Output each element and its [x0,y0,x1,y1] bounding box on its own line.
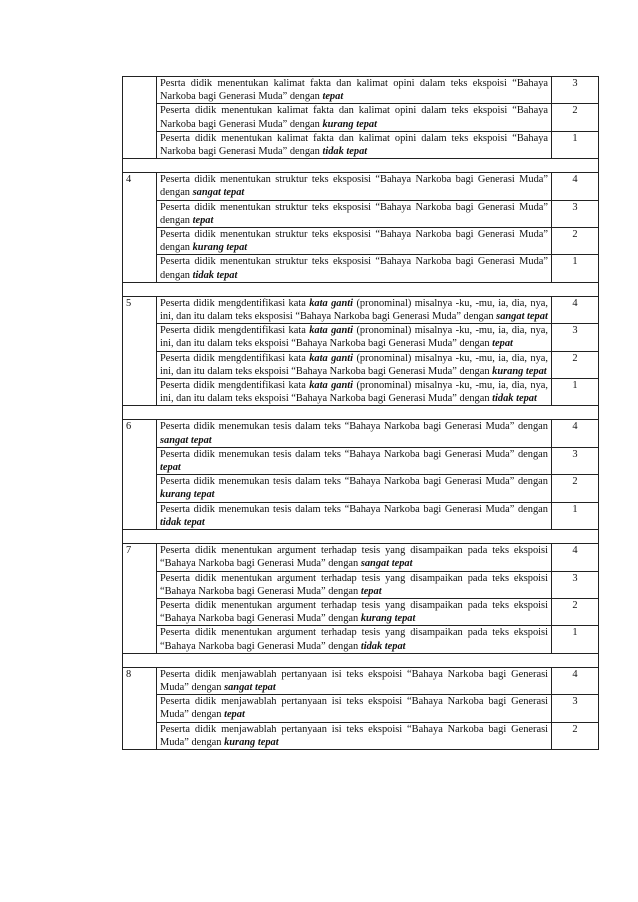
score-cell: 4 [552,173,599,200]
table-row [123,379,599,406]
criterion-level: tepat [322,91,344,103]
item-number [123,77,157,159]
criterion-text: Peserta didik menentukan struktur teks eksposisi “Bahaya Narkoba bagi Generasi Muda” dengan [160,174,548,199]
criterion-text: Peserta didik menentukan struktur teks eksposisi “Bahaya Narkoba bagi Generasi Muda” dengan [160,229,548,254]
criterion-text: Peserta didik menentukan argument terhadap tesis yang disampaikan pada teks ekspoisi “Bahaya Narkoba bagi Generasi Muda” dengan [160,627,548,652]
item-number: 4 [123,173,157,283]
criterion-level: tepat [160,462,181,474]
score-cell: 1 [552,626,599,653]
criterion-keyword: kata ganti [309,297,354,309]
table-row [123,228,599,255]
criterion-text: Peserta didik mengdentifikasi kata [160,297,310,309]
score-cell: 2 [552,722,599,749]
rubric-body [123,77,599,750]
criterion-keyword: kata ganti [309,352,354,364]
criterion-keyword: kata ganti [309,380,354,392]
criterion-text: Peserta didik menjawablah pertanyaan isi teks ekspoisi “Bahaya Narkoba bagi Generasi Muda” dengan [160,668,548,693]
criterion-text: Peserta didik menemukan tesis dalam teks “Bahaya Narkoba bagi Generasi Muda” dengan [160,448,548,460]
criterion-level: tidak tepat [160,516,205,528]
criterion-text: Peserta didik menentukan argument terhadap tesis yang disampaikan pada teks ekspoisi “Bahaya Narkoba bagi Generasi Muda” dengan [160,545,548,570]
table-row [123,296,599,323]
criterion-text: Peserta didik menentukan kalimat fakta dan kalimat opini dalam teks ekspoisi “Bahaya Narkoba bagi Generasi Muda” dengan [160,105,548,130]
criterion-text: Peserta didik menentukan argument terhadap tesis yang disampaikan pada teks ekspoisi “Bahaya Narkoba bagi Generasi Muda” dengan [160,599,548,625]
group-spacer-row [123,406,599,420]
criterion-description [157,722,552,749]
score-cell: 3 [552,447,599,474]
item-number: 6 [123,420,157,530]
criterion-level: sangat tepat [496,311,548,323]
criterion-text: Peserta didik menjawablah pertanyaan isi teks ekspoisi “Bahaya Narkoba bagi Generasi Muda” dengan [160,723,548,748]
criterion-level: tepat [492,338,513,350]
group-spacer-row [123,282,599,296]
table-row [123,131,599,158]
table-row [123,104,599,131]
criterion-level: tidak tepat [322,146,368,158]
criterion-level: sangat tepat [360,558,413,570]
criterion-text-cont: (pronominal) misalnya -ku, -mu, ia, dia, nya, ini, dan itu dalam teks eksposisi “Bahaya Narkoba bagi Generasi Muda” dengan [160,297,548,323]
criterion-level: tepat [224,709,245,721]
criterion-text: Peserta didik menemukan tesis dalam teks “Bahaya Narkoba bagi Generasi Muda” dengan [160,421,548,433]
criterion-description [157,173,552,200]
criterion-description [157,200,552,227]
criterion-text: Peserta didik menemukan tesis dalam teks “Bahaya Narkoba bagi Generasi Muda” dengan [160,503,548,515]
spacer-cell [123,282,599,296]
criterion-level: tepat [360,585,382,597]
criterion-description [157,351,552,378]
table-row [123,544,599,571]
table-row [123,200,599,227]
score-cell: 1 [552,255,599,282]
rubric-table [122,76,599,750]
criterion-description [157,667,552,694]
group-spacer-row [123,530,599,544]
score-cell: 2 [552,228,599,255]
criterion-text-cont: (pronominal) misalnya -ku, -mu, ia, dia, nya, ini, dan itu dalam teks ekspoisi “Bahaya Narkoba bagi Generasi Muda” dengan [160,352,548,377]
criterion-text: Peserta didik menemukan tesis dalam teks “Bahaya Narkoba bagi Generasi Muda” dengan [160,476,548,488]
criterion-description [157,296,552,323]
item-number: 5 [123,296,157,406]
criterion-description [157,104,552,131]
score-cell: 4 [552,296,599,323]
item-number: 7 [123,544,157,654]
score-cell: 1 [552,502,599,529]
table-row [123,351,599,378]
criterion-text-cont: (pronominal) misalnya -ku, -mu, ia, dia, nya, ini, dan itu dalam teks ekspoisi “Bahaya Narkoba bagi Generasi Muda” dengan [160,325,548,350]
score-cell: 3 [552,571,599,598]
criterion-description [157,324,552,351]
criterion-level: sangat tepat [192,187,245,199]
criterion-description [157,420,552,447]
criterion-text-cont: (pronominal) misalnya -ku, -mu, ia, dia, nya, ini, dan itu dalam teks ekspoisi “Bahaya Narkoba bagi Generasi Muda” dengan [160,380,548,405]
criterion-description [157,447,552,474]
group-spacer-row [123,653,599,667]
table-row [123,667,599,694]
score-cell: 3 [552,695,599,722]
table-row [123,626,599,653]
score-cell: 4 [552,544,599,571]
table-row [123,420,599,447]
table-row [123,475,599,502]
criterion-description [157,379,552,406]
score-cell: 1 [552,131,599,158]
criterion-text: Peserta didik mengdentifikasi kata [160,352,310,364]
criterion-level: tidak tepat [360,640,406,652]
spacer-cell [123,159,599,173]
spacer-cell [123,653,599,667]
criterion-level: sangat tepat [160,434,212,446]
score-cell: 3 [552,324,599,351]
criterion-level: kurang tepat [492,365,547,377]
criterion-description [157,502,552,529]
table-row [123,77,599,104]
criterion-level: kurang tepat [160,489,215,501]
table-row [123,695,599,722]
table-row [123,502,599,529]
criterion-description [157,475,552,502]
table-row [123,255,599,282]
table-row [123,173,599,200]
criterion-description [157,626,552,653]
criterion-keyword: kata ganti [309,325,354,337]
criterion-level: tepat [192,214,214,226]
criterion-text: Pesrta didik menentukan kalimat fakta dan kalimat opini dalam teks ekspoisi “Bahaya Narkoba bagi Generasi Muda” dengan [160,78,548,103]
criterion-level: kurang tepat [192,242,248,254]
criterion-text: Peserta didik menentukan argument terhadap tesis yang disampaikan pada teks ekspoisi “Bahaya Narkoba bagi Generasi Muda” dengan [160,572,548,597]
score-cell: 2 [552,351,599,378]
criterion-level: kurang tepat [224,736,279,748]
criterion-level: tidak tepat [492,393,537,405]
table-row [123,324,599,351]
criterion-level: kurang tepat [322,118,377,130]
criterion-description [157,544,552,571]
criterion-text: Peserta didik menentukan struktur teks eksposisi “Bahaya Narkoba bagi Generasi Muda” dengan [160,201,548,226]
criterion-description [157,695,552,722]
table-row [123,447,599,474]
criterion-text: Peserta didik mengdentifikasi kata [160,325,310,337]
item-number: 8 [123,667,157,749]
criterion-description [157,571,552,598]
score-cell: 1 [552,379,599,406]
table-row [123,722,599,749]
criterion-description [157,255,552,282]
score-cell: 3 [552,200,599,227]
criterion-description [157,131,552,158]
score-cell: 2 [552,475,599,502]
score-cell: 3 [552,77,599,104]
criterion-level: kurang tepat [360,613,416,625]
score-cell: 4 [552,420,599,447]
criterion-text: Peserta didik menentukan struktur teks eksposisi “Bahaya Narkoba bagi Generasi Muda” dengan [160,256,548,281]
criterion-description [157,228,552,255]
criterion-text: Peserta didik menentukan kalimat fakta dan kalimat opini dalam teks ekspoisi “Bahaya Narkoba bagi Generasi Muda” dengan [160,132,548,158]
criterion-level: sangat tepat [224,681,276,693]
criterion-text: Peserta didik mengdentifikasi kata [160,380,310,392]
spacer-cell [123,530,599,544]
spacer-cell [123,406,599,420]
score-cell: 2 [552,104,599,131]
table-row [123,571,599,598]
criterion-description [157,598,552,625]
group-spacer-row [123,159,599,173]
criterion-text: Peserta didik menjawablah pertanyaan isi teks ekspoisi “Bahaya Narkoba bagi Generasi Muda” dengan [160,696,548,721]
score-cell: 4 [552,667,599,694]
table-row [123,598,599,625]
criterion-level: tidak tepat [192,269,238,281]
score-cell: 2 [552,598,599,625]
criterion-description [157,77,552,104]
